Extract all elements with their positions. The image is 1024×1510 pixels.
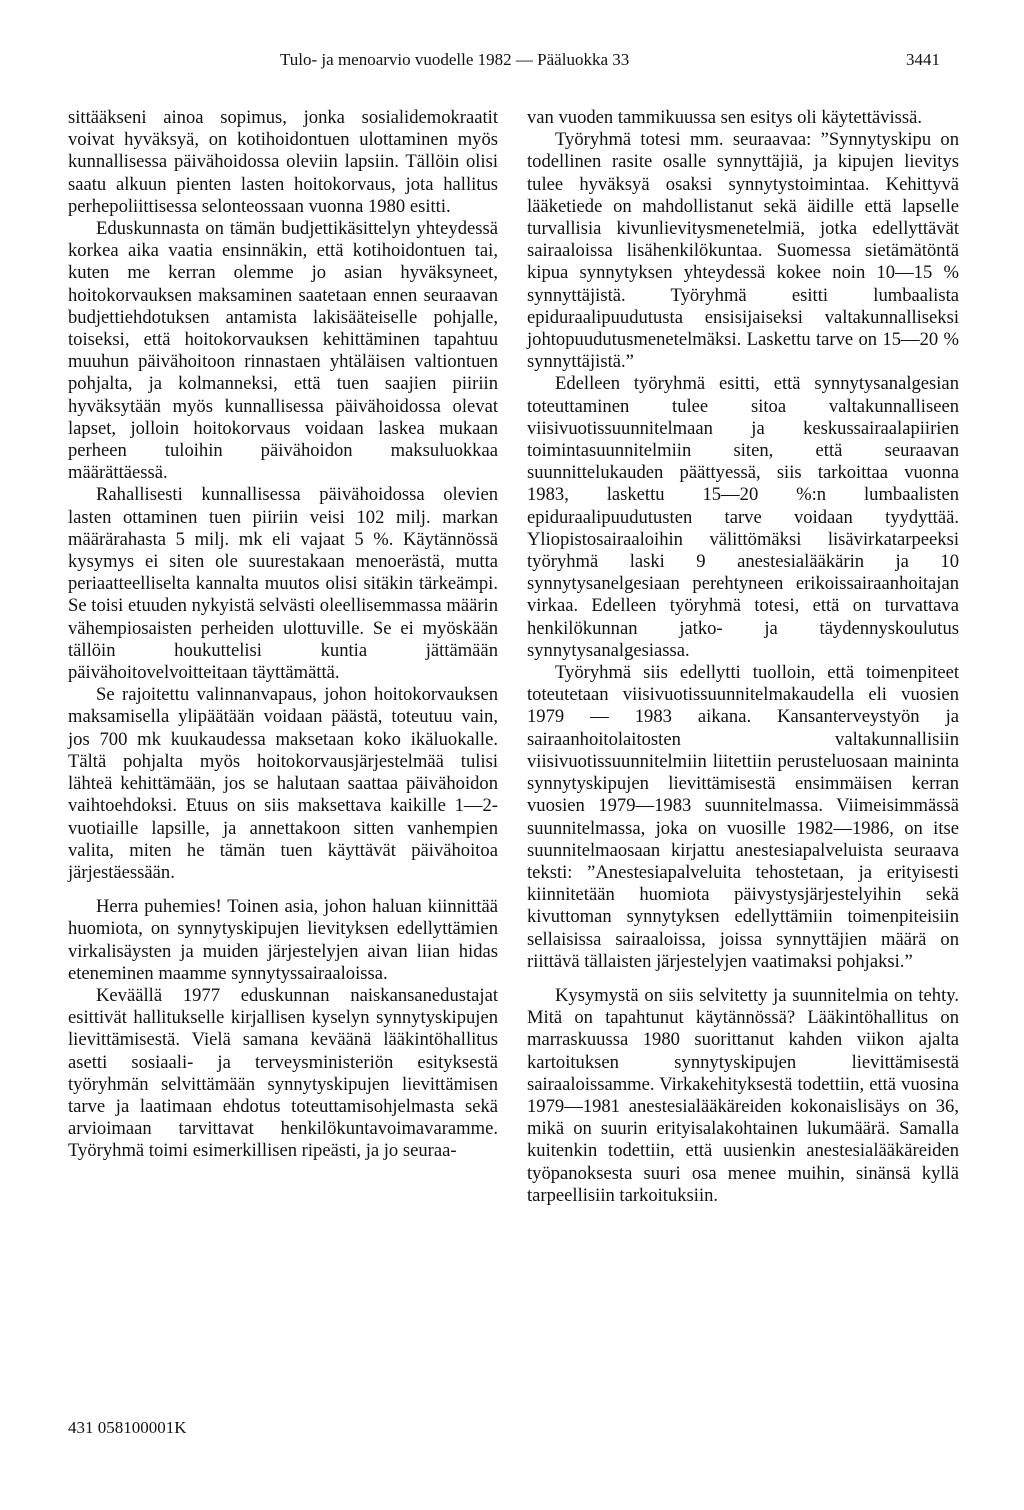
paragraph: van vuoden tammikuussa sen esitys oli käytettävissä. — [527, 107, 923, 128]
paragraph: Kysymystä on siis selvitetty ja suunnitelmia on tehty. Mitä on tapahtunut käytännössä? Lääkintöhallitus on marraskuussa 1980 suorittanut kahden viikon ajalta kartoituksen synnytyskipujen lievittämisestä sairaaloissamme. Virkakehityksestä todettiin, että vuosina 1979—1981 anestesialääkäreiden kokonaislisäys on 36, mikä on suurin erityisalakohtainen lukumäärä. Samalla kuitenkin todettiin, että uusienkin anestesialääkäreiden työpanoksesta suuri osa menee muihin, sinänsä kyllä tarpeellisiin tarkoituksiin. — [527, 984, 959, 1206]
paragraph: Työryhmä siis edellytti tuolloin, että toimenpiteet toteutetaan viisivuotissuunnitelmakaudella eli vuosien 1979 — 1983 aikana. Kansanterveystyön ja sairaanhoitolaitosten valtakunnallisiin viisivuotissuunnitelmiin liitettiin perusteluosaan maininta synnytyskipujen lievittämisestä ensimmäisen kerran vuosien 1979—1983 suunnitelmassa. Viimeisimmässä suunnitelmassa, joka on vuosille 1982—1986, on itse suunnitelmaosaan kirjattu anestesiapalveluista seuraava teksti: ”Anestesiapalveluita tehostetaan, ja erityisesti kiinnitetään huomiota päivystysjärjestelyihin sekä kivuttoman synnytyksen edellyttämiin toimenpiteisiin sellaisissa sairaaloissa, joissa synnyttäjien määrä on riittävä tällaisten järjestelyjen vaatimaksi pohjaksi.” — [527, 662, 959, 972]
page-header — [0, 50, 1024, 80]
paragraph: Herra puhemies! Toinen asia, johon haluan kiinnittää huomiota, on synnytyskipujen lievityksen edellyttämien virkalisäysten ja muiden järjestelyjen aivan liian hidas eteneminen maamme synnytyssairaaloissa. — [68, 896, 498, 984]
paragraph: Keväällä 1977 eduskunnan naiskansanedustajat esittivät hallitukselle kirjallisen kyselyn synnytyskipujen lievittämisestä. Vielä samana keväänä lääkintöhallitus asetti sosiaali- ja terveysministeriön esityksestä työryhmän selvittämään synnytyskipujen lievittämisen tarve ja laatimaan ehdotus toteuttamisohjelmasta sekä arvioimaan tarvittavat henkilökuntavoimavaramme. Työryhmä toimi esimerkillisen ripeästi, ja jo seuraa- — [68, 984, 498, 1162]
paragraph: Edelleen työryhmä esitti, että synnytysanalgesian toteuttaminen tulee sitoa valtakunnalliseen viisivuotissuunnitelmaan ja keskussairaalapiirien toimintasuunnitelmiin siten, että seuraavan suunnittelukauden päättyessä, siis tarkoittaa vuonna 1983, laskettu 15—20 %:n lumbaalisten epiduraalipuudutusten tarve voidaan tyydyttää. Yliopistosairaaloihin välittömäksi lisävirkatarpeeksi työryhmä laski 9 anestesialääkärin ja 10 synnytysanelgesiaan perehtyneen erikoissairaanhoitajan virkaa. Edelleen työryhmä totesi, että on turvattava henkilökunnan jatko- ja täydennyskoulutus synnytysanalgesiassa. — [527, 373, 959, 661]
paragraph: Eduskunnasta on tämän budjettikäsittelyn yhteydessä korkea aika vaatia ensinnäkin, että kotihoidontuen tai, kuten me kerran olemme jo asian hyväksyneet, hoitokorvauksen maksaminen saatetaan ennen seuraavan budjettiehdotuksen antamista lakisääteiselle pohjalle, toiseksi, että hoitokorvauksen kehittäminen tapahtuu muuhun päivähoitoon rinnastaen yhtäläisen valtiontuen pohjalta, ja kolmanneksi, että tuen saajien piiriin hyväksytään myös kunnallisessa päivähoidossa olevat lapset, jolloin hoitokorvaus voidaan laskea mukaan perheen tuloihin päivähoidon maksuluokkaa määrättäessä. — [68, 218, 498, 484]
paragraph: sittääkseni ainoa sopimus, jonka sosialidemokraatit voivat hyväksyä, on kotihoidontuen ulottaminen myös kunnallisessa päivähoidossa oleviin lapsiin. Tällöin olisi saatu alkuun pienten lasten hoitokorvaus, jota hallitus perhepoliittisessa selonteossaan vuonna 1980 esitti. — [68, 107, 498, 217]
left-column — [68, 107, 498, 1163]
paragraph: Se rajoitettu valinnanvapaus, johon hoitokorvauksen maksamisella ylipäätään voidaan päästä, toteutuu vain, jos 700 mk kuukaudessa maksetaan koko ikäluokalle. Tältä pohjalta myös hoitokorvausjärjestelmää tulisi lähteä kehittämään, jos se halutaan saattaa päivähoidon vaihtoehdoksi. Etuus on siis maksettava kaikille 1—2-vuotiaille lapsille, ja annettakoon sitten vanhempien valita, miten he tämän tuen käyttävät päivähoitoa järjestäessään. — [68, 684, 498, 883]
running-title: Tulo- ja menoarvio vuodelle 1982 — Pääluokka 33 — [280, 50, 630, 69]
paragraph: Rahallisesti kunnallisessa päivähoidossa olevien lasten ottaminen tuen piiriin veisi 102 milj. markan määrärahasta 5 milj. mk eli vajaat 5 %. Käytännössä kysymys ei siten ole suurestakaan menoerästä, mutta periaatteelliselta kannalta muutos olisi sitäkin tärkeämpi. Se toisi etuuden nykyistä selvästi oleellisemmassa määrin vähempiosaisten perheiden ulottuville. Se ei myöskään tällöin houkuttelisi kuntia jättämään päivähoitovelvoitteitaan täyttämättä. — [68, 484, 498, 684]
page-number: 3441 — [906, 50, 940, 69]
paragraph: Työryhmä totesi mm. seuraavaa: ”Synnytyskipu on todellinen rasite osalle synnyttäjiä, ja kipujen lievitys tulee hyväksyä osaksi synnytystoimintaa. Kehittyvä lääketiede on mahdollistanut sekä äidille että lapselle turvallisia kivunlievitysmenetelmiä, jotka edellyttävät sairaaloissa lisähenkilökuntaa. Suomessa sietämätöntä kipua synnytyksen yhteydessä kokee noin 10—15 % synnyttäjistä. Työryhmä esitti lumbaalista epiduraalipuudutusta ensisijaiseksi valtakunnalliseksi johtopuudutusmenetelmäksi. Laskettu tarve on 15—20 % synnyttäjistä.” — [527, 129, 959, 373]
right-column — [527, 107, 959, 1207]
print-code: 431 058100001K — [68, 1418, 187, 1437]
